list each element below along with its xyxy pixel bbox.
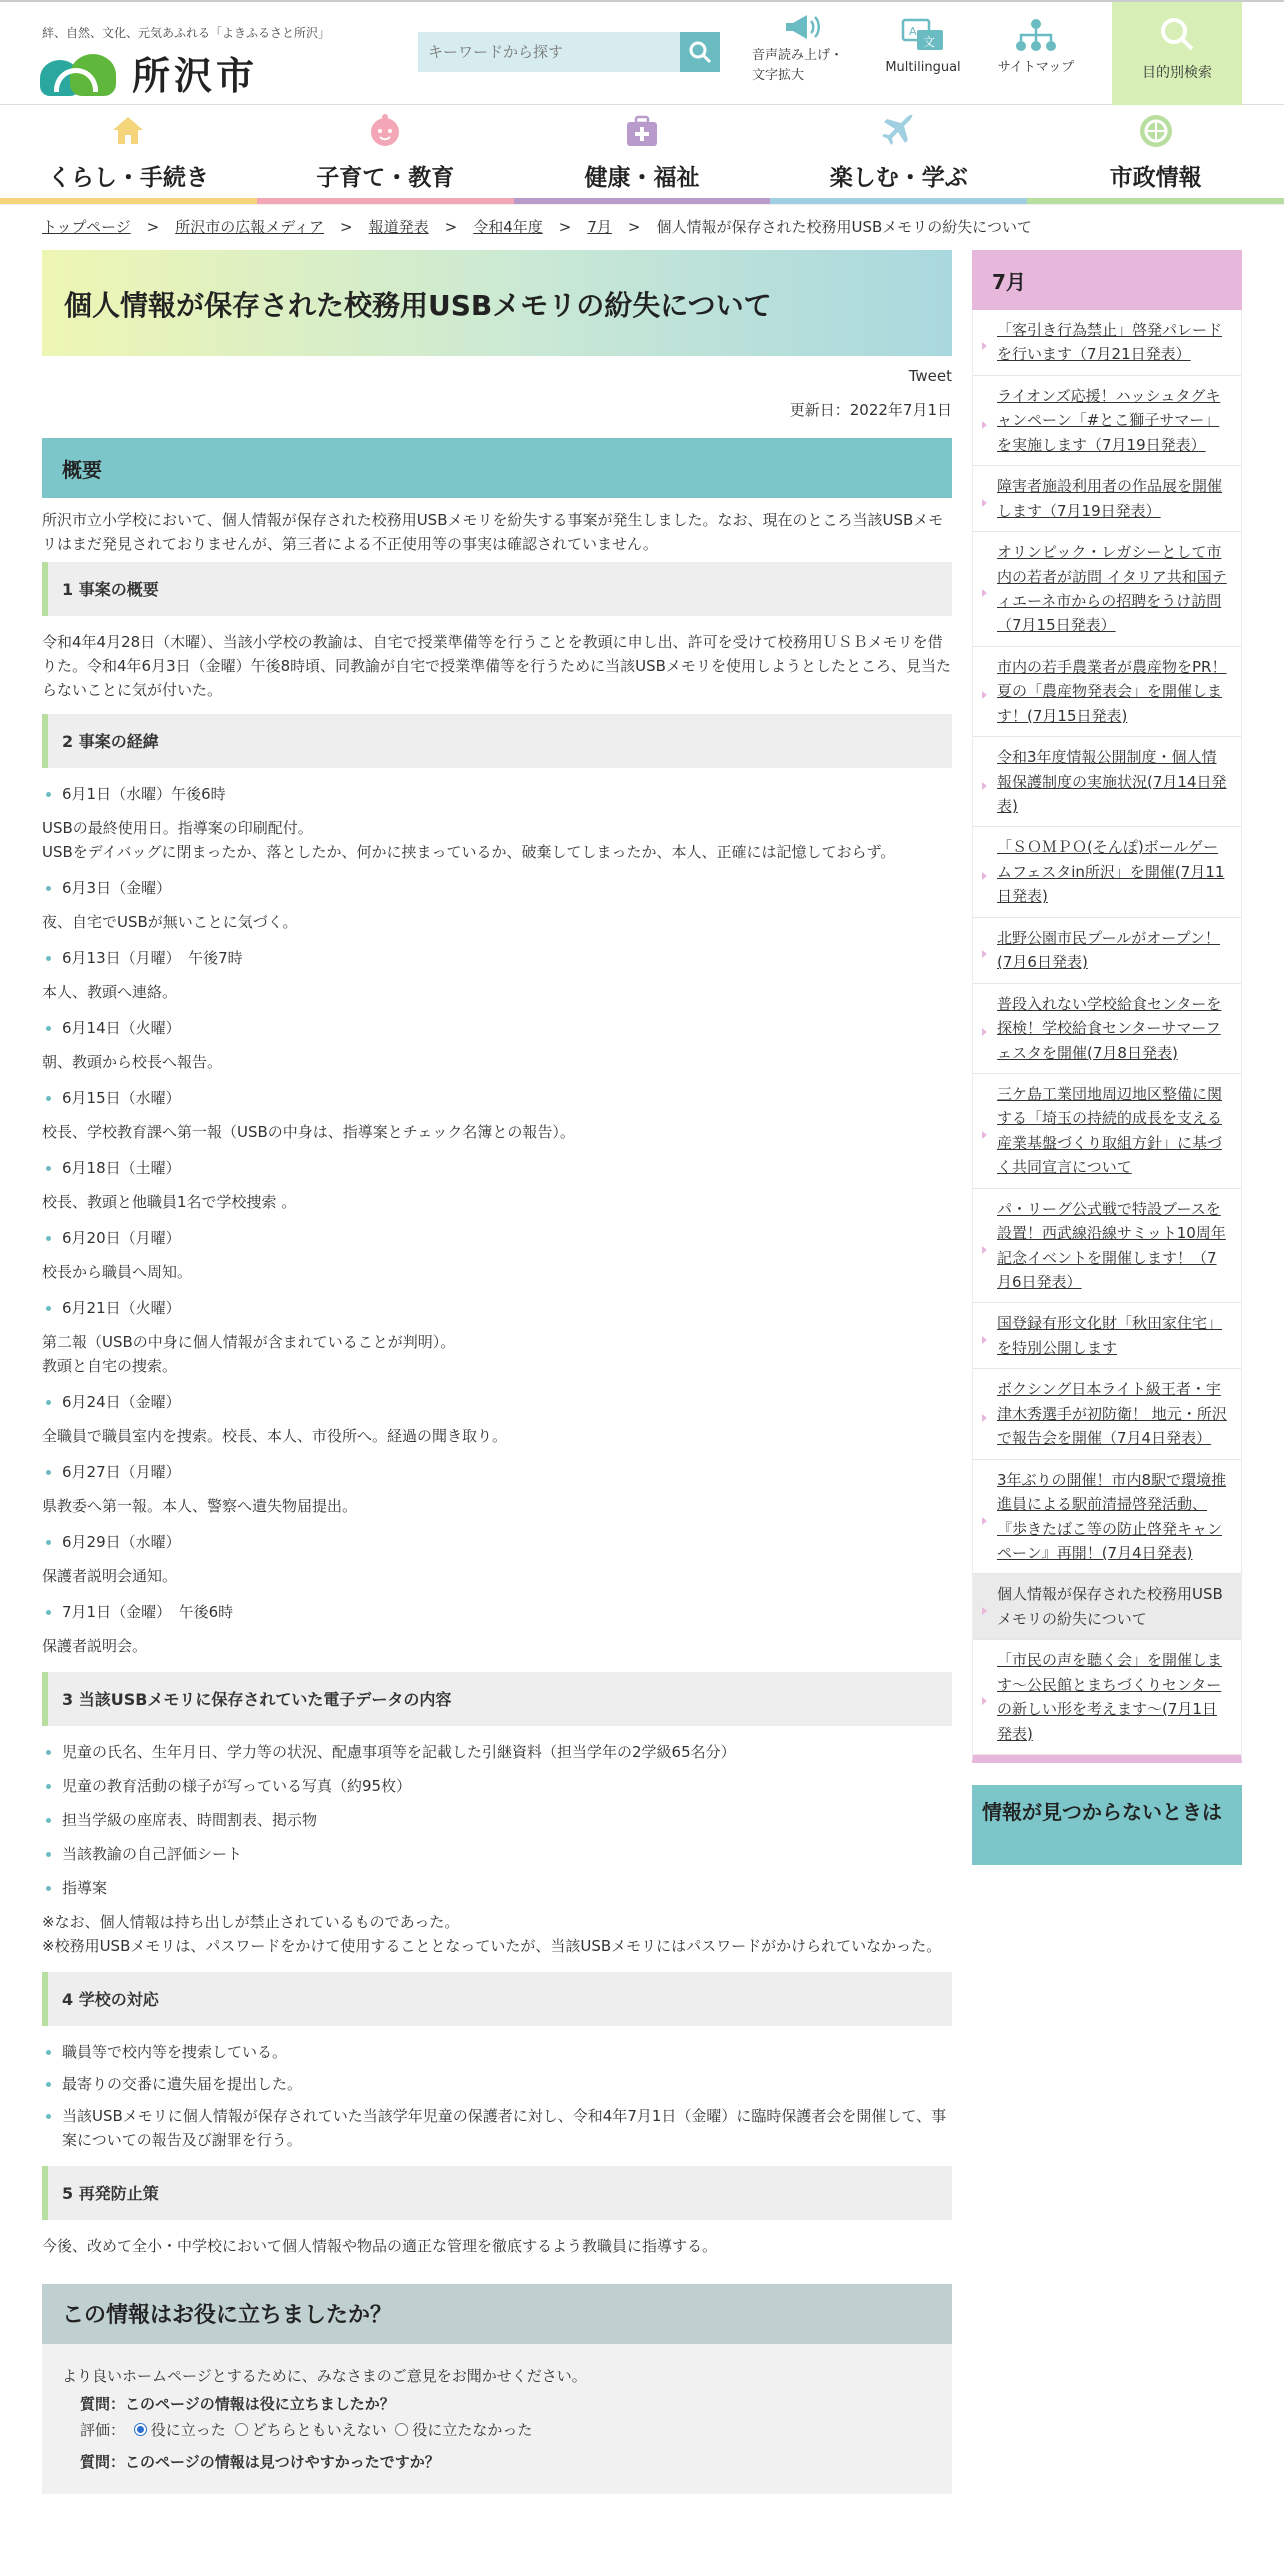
timeline-date: 6月1日（水曜）午後6時	[42, 782, 952, 806]
medical-bag-icon	[622, 111, 662, 151]
gnav-label: くらし・手続き	[47, 165, 209, 191]
gnav-item-living[interactable]	[0, 105, 257, 204]
sidebar-list	[972, 310, 1242, 1763]
feedback-form	[42, 2344, 952, 2494]
sidebar-item[interactable]	[973, 1303, 1241, 1369]
search-icon	[688, 40, 712, 64]
sitemap-icon	[1014, 18, 1058, 52]
sidebar-item[interactable]	[973, 984, 1241, 1074]
sidebar-item[interactable]	[973, 466, 1241, 532]
svg-text:A: A	[909, 25, 917, 38]
sidebar-link[interactable]: 市内の若手農業者が農産物をPR！夏の「農産物発表会」を開催します！(7月15日発表)	[997, 657, 1227, 725]
list-item: 当該教諭の自己評価シート	[42, 1842, 952, 1866]
sidebar-item[interactable]	[973, 1074, 1241, 1189]
section-heading: 3 当該USBメモリに保存されていた電子データの内容	[42, 1672, 952, 1726]
section-text: 今後、改めて全小・中学校において個人情報や物品の適正な管理を徹底するよう教職員に指導する。	[42, 2237, 718, 2255]
rating-option-label: 役に立たなかった	[412, 2421, 533, 2439]
sitemap-button[interactable]	[988, 18, 1084, 78]
site-search	[418, 32, 720, 72]
sidebar-link[interactable]: 「市民の声を聴く会」を開催します～公民館とまちづくりセンターの新しい形を考えます～(7月1日発表)	[997, 1651, 1223, 1743]
gnav-color-bar	[257, 198, 514, 204]
multilingual-icon	[901, 18, 945, 52]
section-heading: 1 事案の概要	[42, 562, 952, 616]
sidebar-link[interactable]: 障害者施設利用者の作品展を開催します（7月19日発表）	[997, 477, 1223, 520]
sitemap-label: サイトマップ	[997, 60, 1075, 75]
timeline-date: 6月27日（月曜）	[42, 1460, 952, 1484]
list-item: 職員等で校内等を捜索している。	[42, 2040, 952, 2064]
sidebar-link[interactable]: ライオンズ応援！ハッシュタグキャンペーン「#とこ獅子サマー」を実施します（7月19日発表）	[997, 386, 1221, 454]
timeline-date: 6月29日（水曜）	[42, 1530, 952, 1554]
list-item: 児童の氏名、生年月日、学力等の状況、配慮事項等を記載した引継資料（担当学年の2学級65名分）	[42, 1740, 952, 1764]
timeline-text: 校長、学校教育課へ第一報（USBの中身は、指導案とチェック名簿との報告）。	[42, 1123, 575, 1141]
airplane-icon	[879, 111, 919, 151]
timeline-text: 校長、教頭と他職員1名で学校捜索 。	[42, 1193, 297, 1211]
rating-option-label: 役に立った	[150, 2421, 226, 2439]
breadcrumb: トップページ > 所沢市の広報メディア > 報道発表 > 令和4年度 > 7月 > 個人情報が保存された校務用USBメモリの紛失について	[0, 205, 1284, 249]
sidebar	[972, 250, 1242, 1865]
rating-label: 評価：	[80, 2421, 126, 2439]
timeline-date: 7月1日（金曜） 午後6時	[42, 1600, 952, 1624]
timeline-text: 県教委へ第一報。本人、警察へ遺失物届提出。	[42, 1497, 358, 1515]
sidebar-item[interactable]	[973, 310, 1241, 376]
feedback-intro: より良いホームページとするために、みなさまのご意見をお聞かせください。	[62, 2367, 587, 2385]
gnav-label: 市政情報	[1109, 165, 1202, 191]
site-header	[0, 0, 1284, 105]
purpose-search-button[interactable]	[1112, 2, 1242, 105]
section-heading: 2 事案の経緯	[42, 714, 952, 768]
sidebar-item[interactable]	[973, 532, 1241, 647]
sidebar-link[interactable]: 普段入れない学校給食センターを探検！学校給食センターサマーフェスタを開催(7月8日発表)	[997, 994, 1222, 1062]
school-response-list	[42, 2040, 952, 2152]
timeline-text: 第二報（USBの中身に個人情報が含まれていることが判明）。 教頭と自宅の捜索。	[42, 1333, 456, 1375]
sidebar-item[interactable]	[973, 1460, 1241, 1575]
multilingual-label: Multilingual	[885, 60, 961, 75]
timeline-date: 6月21日（火曜）	[42, 1296, 952, 1320]
list-item: 担当学級の座席表、時間割表、掲示物	[42, 1808, 952, 1832]
timeline-text: 本人、教頭へ連絡。	[42, 983, 178, 1001]
timeline-text: 保護者説明会。	[42, 1637, 148, 1655]
sidebar-item[interactable]	[973, 376, 1241, 466]
sidebar-item[interactable]	[973, 827, 1241, 917]
gnav-color-bar	[0, 198, 257, 204]
gnav-color-bar	[1027, 198, 1284, 204]
breadcrumb-link[interactable]: 令和4年度	[473, 218, 543, 236]
purpose-search-label: 目的別検索	[1142, 65, 1212, 81]
baby-icon	[365, 111, 405, 151]
site-logo[interactable]	[40, 46, 258, 107]
list-item: 児童の教育活動の様子が写っている写真（約95枚）	[42, 1774, 952, 1798]
timeline-date: 6月15日（水曜）	[42, 1086, 952, 1110]
sidebar-link[interactable]: オリンピック・レガシーとして市内の若者が訪問 イタリア共和国ティエーネ市からの招聘をうけ訪問（7月15日発表）	[997, 543, 1227, 635]
gnav-label: 健康・福祉	[584, 165, 700, 191]
gnav-item-leisure[interactable]	[770, 105, 1027, 204]
breadcrumb-link[interactable]: 7月	[587, 218, 612, 236]
timeline-date: 6月14日（火曜）	[42, 1016, 952, 1040]
timeline-date: 6月18日（土曜）	[42, 1156, 952, 1180]
breadcrumb-link[interactable]: 所沢市の広報メディア	[175, 218, 325, 236]
timeline-text: 朝、教頭から校長へ報告。	[42, 1053, 223, 1071]
main-content	[42, 250, 952, 2494]
multilingual-button[interactable]	[882, 18, 964, 78]
section-heading: 4 学校の対応	[42, 1972, 952, 2026]
rating-radio-not-useful[interactable]	[395, 2423, 408, 2436]
feedback-question: 質問：このページの情報は見つけやすかったですか？	[80, 2453, 440, 2471]
sidebar-link[interactable]: 3年ぶりの開催！市内8駅で環境推進員による駅前清掃啓発活動、『歩きたばこ等の防止啓発キャンペーン』再開！(7月4日発表)	[997, 1470, 1227, 1562]
gnav-item-health[interactable]	[514, 105, 771, 204]
data-contents-list	[42, 1740, 952, 1900]
breadcrumb-link[interactable]: 報道発表	[368, 218, 429, 236]
global-nav	[0, 105, 1284, 205]
gnav-color-bar	[514, 198, 771, 204]
gnav-color-bar	[770, 198, 1027, 204]
sidebar-item[interactable]	[973, 647, 1241, 737]
city-emblem-icon	[1136, 111, 1176, 151]
sidebar-item[interactable]	[973, 918, 1241, 984]
sidebar-link[interactable]: 令和3年度情報公開制度・個人情報保護制度の実施状況(7月14日発表)	[997, 748, 1227, 815]
tweet-button[interactable]: Tweet	[908, 367, 952, 385]
note-text: ※校務用USBメモリは、パスワードをかけて使用することとなっていたが、当該USBメモリにはパスワードがかけられていなかった。	[42, 1937, 942, 1955]
city-emblem-icon	[40, 54, 118, 98]
overview-heading: 概要	[42, 438, 952, 498]
rating-option-label: どちらともいえない	[251, 2421, 387, 2439]
timeline-list	[42, 782, 952, 1658]
sidebar-link[interactable]: 三ケ島工業団地周辺地区整備に関する「埼玉の持続的成長を支える産業基盤づくり取組方針」に基づく共同宣言について	[997, 1084, 1223, 1177]
timeline-date: 6月20日（月曜）	[42, 1226, 952, 1250]
list-item: 最寄りの交番に遺失届を提出した。	[42, 2072, 952, 2096]
gnav-label: 楽しむ・学ぶ	[829, 165, 968, 191]
voice-label-line2: 文字拡大	[752, 67, 805, 83]
timeline-date: 6月3日（金曜）	[42, 876, 952, 900]
breadcrumb-link[interactable]: トップページ	[42, 218, 131, 236]
feedback-question: 質問：このページの情報は役に立ちましたか？	[80, 2395, 395, 2413]
gnav-label: 子育て・教育	[316, 165, 455, 191]
sidebar-current-label: 個人情報が保存された校務用USBメモリの紛失について	[997, 1585, 1223, 1628]
sidebar-item[interactable]	[973, 1369, 1241, 1459]
search-icon	[1159, 16, 1195, 52]
section-heading: 5 再発防止策	[42, 2166, 952, 2220]
breadcrumb-current: 個人情報が保存された校務用USBメモリの紛失について	[656, 218, 1032, 236]
rating-radio-useful[interactable]	[134, 2423, 147, 2436]
sidebar-item[interactable]	[973, 1640, 1241, 1755]
list-item: 指導案	[42, 1876, 952, 1900]
sidebar-link[interactable]: ボクシング日本ライト級王者・宇津木秀選手が初防衛！ 地元・所沢で報告会を開催（7月4日発表）	[997, 1380, 1227, 1448]
timeline-text: 夜、自宅でUSBが無いことに気づく。	[42, 913, 298, 931]
sidebar-item[interactable]	[973, 1189, 1241, 1304]
house-icon	[108, 111, 148, 151]
search-button[interactable]	[680, 32, 720, 72]
section-text: 令和4年4月28日（木曜）、当該小学校の教諭は、自宅で授業準備等を行うことを教頭に申し出、許可を受けて校務用ＵＳＢメモリを借りた。令和4年6月3日（金曜）午後8時頃、同教諭が自宅で授業準備等を行うために当該USBメモリを使用しようとしたところ、見当たらないことに気が付いた。	[42, 633, 951, 699]
search-input[interactable]	[418, 32, 680, 72]
site-tagline: 絆、自然、文化、元気あふれる「よきふるさと所沢」	[42, 26, 331, 40]
sidebar-link[interactable]: パ・リーグ公式戦で特設ブースを設置！西武線沿線サミット10周年記念イベントを開催します！（7月6日発表）	[997, 1199, 1226, 1291]
sidebar-link[interactable]: 国登録有形文化財「秋田家住宅」を特別公開します	[997, 1314, 1223, 1357]
timeline-text: 校長から職員へ周知。	[42, 1263, 193, 1281]
not-found-help-button[interactable]: 情報が見つからないときは	[972, 1785, 1242, 1865]
rating-radio-neutral[interactable]	[235, 2423, 248, 2436]
updated-date: 更新日：2022年7月1日	[789, 401, 952, 419]
sidebar-item[interactable]	[973, 737, 1241, 827]
feedback-rating-row	[80, 2418, 932, 2442]
note-text: ※なお、個人情報は持ち出しが禁止されているものであった。	[42, 1913, 460, 1931]
svg-text:文: 文	[923, 35, 936, 49]
timeline-date: 6月24日（金曜）	[42, 1390, 952, 1414]
sidebar-heading: 7月	[972, 250, 1242, 310]
gnav-item-childcare[interactable]	[257, 105, 514, 204]
timeline-text: USBの最終使用日。指導案の印刷配付。 USBをデイバッグに閉まったか、落としたか、何かに挟まっているか、破棄してしまったか、本人、正確には記憶しておらず。	[42, 819, 896, 861]
voice-reader-button[interactable]	[752, 14, 852, 85]
timeline-text: 保護者説明会通知。	[42, 1567, 178, 1585]
voice-label-line1: 音声読み上げ・	[752, 48, 844, 63]
sidebar-link[interactable]: 「客引き行為禁止」啓発パレードを行います（7月21日発表）	[997, 321, 1223, 364]
feedback-heading: この情報はお役に立ちましたか？	[42, 2284, 952, 2344]
sidebar-link[interactable]: 北野公園市民プールがオープン！(7月6日発表)	[997, 928, 1220, 972]
gnav-item-city-info[interactable]	[1027, 105, 1284, 204]
timeline-text: 全職員で職員室内を捜索。校長、本人、市役所へ。経過の聞き取り。	[42, 1427, 508, 1445]
logo-text: 所沢市	[132, 54, 259, 98]
list-item: 当該USBメモリに個人情報が保存されていた当該学年児童の保護者に対し、令和4年7月1日（金曜）に臨時保護者会を開催して、事案についての報告及び謝罪を行う。	[42, 2104, 952, 2152]
sidebar-link[interactable]: 「ＳＯＭＰＯ(そんぽ)ボールゲームフェスタin所沢」を開催(7月11日発表)	[997, 838, 1225, 906]
overview-text: 所沢市立小学校において、個人情報が保存された校務用USBメモリを紛失する事案が発生しました。なお、現在のところ当該USBメモリはまだ発見されておりませんが、第三者による不正使用等の事実は確認されていません。	[42, 511, 944, 553]
sidebar-item	[973, 1574, 1241, 1640]
timeline-date: 6月13日（月曜） 午後7時	[42, 946, 952, 970]
megaphone-icon	[782, 14, 822, 40]
page-title: 個人情報が保存された校務用USBメモリの紛失について	[42, 250, 952, 356]
